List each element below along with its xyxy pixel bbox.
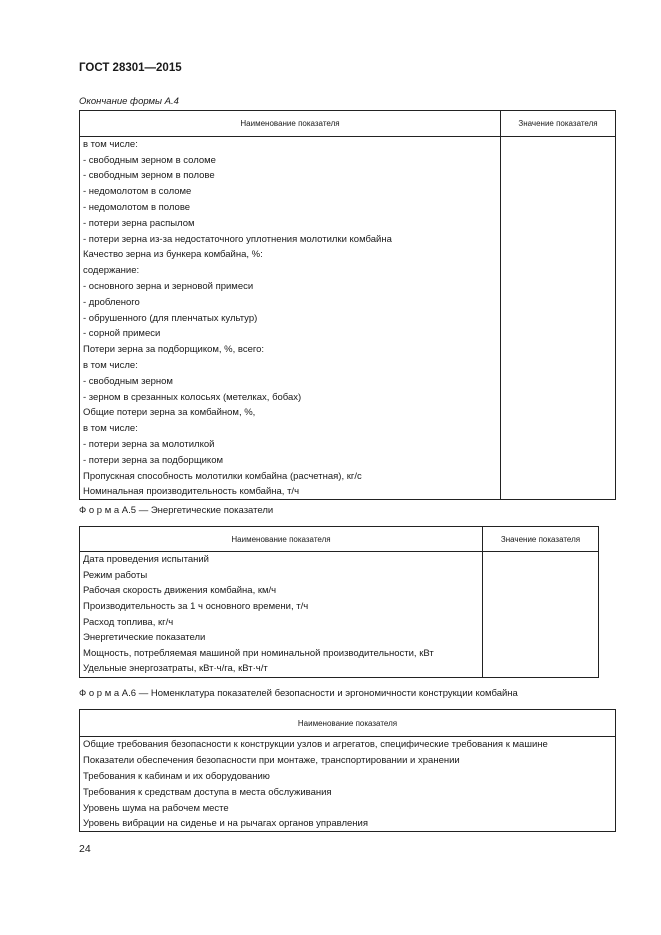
row-label: - недомолотом в соломе <box>80 184 501 200</box>
form-a6-caption: Ф о р м а А.6 — Номенклатура показателей безопасности и эргономичности конструкции комбайна <box>79 688 518 699</box>
row-label: Общие требования безопасности к конструкции узлов и агрегатов, специфические требования к машине <box>80 737 616 753</box>
row-label: Дата проведения испытаний <box>80 552 483 568</box>
row-label: Номинальная производительность комбайна, т/ч <box>80 484 501 500</box>
table-row <box>80 784 616 800</box>
col-header-value: Значение показателя <box>483 527 599 552</box>
row-label: Расход топлива, кг/ч <box>80 614 483 630</box>
form-a4-rows <box>80 137 616 500</box>
row-label: Удельные энергозатраты, кВт·ч/га, кВт·ч/т <box>80 661 483 677</box>
value-cell <box>483 552 599 678</box>
form-a5-caption: Ф о р м а А.5 — Энергетические показатели <box>79 505 274 516</box>
table-row <box>80 768 616 784</box>
row-label: Уровень шума на рабочем месте <box>80 800 616 816</box>
row-label: Энергетические показатели <box>80 630 483 646</box>
table-row <box>80 137 616 153</box>
form-a6-table <box>79 709 616 832</box>
row-label: в том числе: <box>80 421 501 437</box>
row-label: в том числе: <box>80 358 501 374</box>
row-label: Требования к кабинам и их оборудованию <box>80 768 616 784</box>
row-label: Рабочая скорость движения комбайна, км/ч <box>80 583 483 599</box>
row-label: - потери зерна распылом <box>80 215 501 231</box>
row-label: - сорной примеси <box>80 326 501 342</box>
table-row <box>80 737 616 753</box>
row-label: Мощность, потребляемая машиной при номинальной производительности, кВт <box>80 646 483 662</box>
table-row <box>80 552 599 568</box>
form-a5-table <box>79 526 599 678</box>
form-a4-table <box>79 110 616 500</box>
row-label: содержание: <box>80 263 501 279</box>
row-label: Производительность за 1 ч основного времени, т/ч <box>80 599 483 615</box>
row-label: Качество зерна из бункера комбайна, %: <box>80 247 501 263</box>
row-label: - обрушенного (для пленчатых культур) <box>80 310 501 326</box>
form-a6-rows <box>80 737 616 832</box>
table-row <box>80 816 616 832</box>
document-header: ГОСТ 28301—2015 <box>79 62 182 74</box>
page-number: 24 <box>79 843 91 855</box>
row-label: - потери зерна из-за недостаточного уплотнения молотилки комбайна <box>80 231 501 247</box>
row-label: Показатели обеспечения безопасности при монтаже, транспортировании и хранении <box>80 752 616 768</box>
row-label: - потери зерна за подборщиком <box>80 452 501 468</box>
row-label: - свободным зерном <box>80 373 501 389</box>
row-label: Уровень вибрации на сиденье и на рычагах органов управления <box>80 816 616 832</box>
col-header-name: Наименование показателя <box>80 111 501 137</box>
table-row <box>80 752 616 768</box>
row-label: - свободным зерном в соломе <box>80 152 501 168</box>
row-label: Общие потери зерна за комбайном, %, <box>80 405 501 421</box>
row-label: в том числе: <box>80 137 501 153</box>
row-label: - дробленого <box>80 294 501 310</box>
value-cell <box>501 137 616 500</box>
table-row <box>80 800 616 816</box>
form-a4-caption: Окончание формы А.4 <box>79 96 179 107</box>
row-label: Пропускная способность молотилки комбайна (расчетная), кг/с <box>80 468 501 484</box>
row-label: Режим работы <box>80 567 483 583</box>
col-header-name: Наименование показателя <box>80 527 483 552</box>
row-label: - основного зерна и зерновой примеси <box>80 279 501 295</box>
row-label: - свободным зерном в полове <box>80 168 501 184</box>
form-a5-rows <box>80 552 599 678</box>
row-label: - потери зерна за молотилкой <box>80 437 501 453</box>
row-label: - недомолотом в полове <box>80 200 501 216</box>
col-header-value: Значение показателя <box>501 111 616 137</box>
col-header-name: Наименование показателя <box>80 710 616 737</box>
row-label: Потери зерна за подборщиком, %, всего: <box>80 342 501 358</box>
row-label: - зерном в срезанных колосьях (метелках, бобах) <box>80 389 501 405</box>
row-label: Требования к средствам доступа в места обслуживания <box>80 784 616 800</box>
